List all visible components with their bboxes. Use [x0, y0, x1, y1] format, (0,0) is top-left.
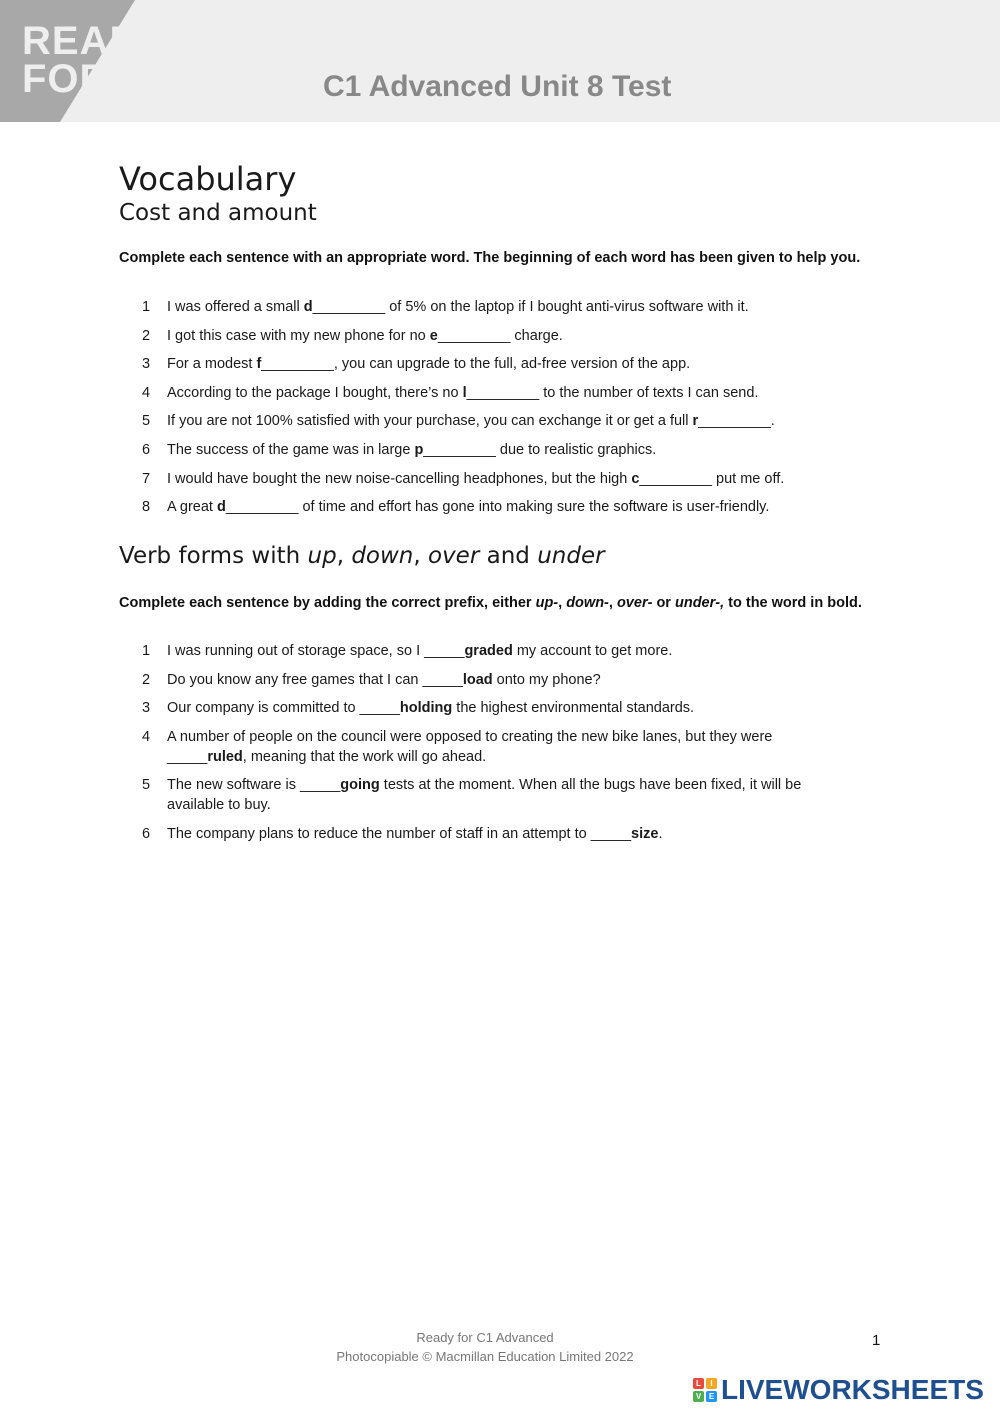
part2-title: [119, 543, 605, 569]
item-text-after: onto my phone?: [492, 671, 601, 688]
item-bold-word: ruled: [207, 748, 243, 765]
prefix-under: under-,: [674, 595, 725, 611]
part2-title-sep1: ,: [336, 543, 352, 569]
item-text-before: For a modest: [167, 356, 257, 373]
item-number: 5: [142, 413, 151, 430]
item-text-after: _________, you can upgrade to the full, ad-free version of the app.: [261, 356, 691, 373]
item-first-letter: f: [256, 356, 262, 373]
list-item: [119, 469, 839, 489]
liveworksheets-watermark: [693, 1375, 984, 1405]
list-item: [119, 641, 839, 661]
item-text-after: _________ of 5% on the laptop if I bought anti-virus software with it.: [312, 299, 749, 315]
item-first-letter: l: [462, 384, 467, 401]
part2-instr-a: Complete each sentence by adding the correct prefix, either: [119, 595, 536, 611]
part1-title: Cost and amount: [119, 200, 317, 226]
page-number: 1: [872, 1332, 881, 1349]
footer: [0, 1328, 970, 1366]
item-number: 3: [142, 700, 151, 717]
list-item: [119, 440, 839, 460]
item-bold-word: load: [462, 671, 493, 688]
item-text-after: _________ to the number of texts I can send.: [466, 384, 759, 401]
item-text-after: , meaning that the work will go ahead.: [242, 748, 487, 765]
part2-instruction: [119, 593, 869, 613]
section-title: Vocabulary: [119, 160, 297, 198]
list-item: [119, 497, 839, 517]
lw-cell-1: L: [693, 1378, 704, 1389]
list-item: [119, 297, 839, 317]
item-number: 8: [142, 499, 151, 516]
prefix-over: over-: [616, 595, 653, 611]
lw-cell-3: V: [693, 1391, 704, 1402]
logo-line2: FOR: [22, 57, 110, 101]
item-text-before: A number of people on the council were opposed to creating the new bike lanes, but they were _____: [167, 728, 773, 765]
liveworksheets-text: LIVEWORKSHEETS: [721, 1374, 984, 1405]
item-number: 1: [142, 643, 151, 659]
list-item: [119, 727, 839, 767]
part2-title-up: up: [307, 543, 337, 569]
item-text-after: _________.: [698, 413, 775, 430]
page-title: C1 Advanced Unit 8 Test: [323, 70, 672, 103]
part1-list: [119, 297, 839, 526]
item-text-after: _________ charge.: [437, 327, 563, 344]
item-first-letter: p: [414, 441, 424, 458]
item-text-before: A great: [167, 499, 217, 516]
item-number: 7: [142, 470, 151, 487]
item-first-letter: e: [429, 327, 438, 344]
part2-instr-c3: or: [652, 595, 675, 611]
item-text-after: the highest environmental standards.: [452, 700, 695, 717]
item-number: 4: [142, 384, 151, 401]
list-item: [119, 824, 839, 844]
item-text-before: According to the package I bought, there’s no: [167, 384, 463, 401]
item-bold-word: size: [631, 825, 659, 842]
part2-instr-c2: ,: [608, 595, 617, 611]
liveworksheets-icon: [693, 1378, 717, 1402]
lw-cell-4: E: [706, 1391, 717, 1402]
part2-instr-b: to the word in bold.: [724, 595, 862, 611]
item-text-before: The company plans to reduce the number of staff in an attempt to _____: [167, 825, 632, 842]
prefix-down: down-: [566, 595, 609, 611]
item-text-after: tests at the moment. When all the bugs have been fixed, it will be available to buy.: [167, 777, 802, 814]
item-bold-word: graded: [464, 643, 513, 659]
ready-for-logo: [0, 0, 170, 122]
part2-title-sep3: and: [479, 543, 538, 569]
item-number: 2: [142, 327, 151, 344]
item-text-after: _________ of time and effort has gone into making sure the software is user-friendly.: [225, 499, 770, 516]
item-text-before: I got this case with my new phone for no: [167, 327, 430, 344]
list-item: [119, 775, 839, 815]
item-first-letter: r: [692, 413, 699, 430]
item-number: 1: [142, 299, 151, 315]
item-first-letter: c: [631, 470, 640, 487]
prefix-up: up-: [535, 595, 559, 611]
item-text-before: If you are not 100% satisfied with your purchase, you can exchange it or get a full: [167, 413, 693, 430]
item-text-before: The new software is _____: [167, 777, 341, 794]
item-text-after: _________ due to realistic graphics.: [423, 441, 657, 458]
list-item: [119, 383, 839, 403]
page-header: [0, 0, 1000, 122]
footer-line1: Ready for C1 Advanced: [416, 1330, 554, 1345]
footer-line2: Photocopiable © Macmillan Education Limited 2022: [336, 1349, 634, 1364]
logo-line1: READY: [22, 19, 168, 63]
item-bold-word: going: [340, 777, 380, 794]
part2-title-down: down: [351, 543, 414, 569]
item-number: 3: [142, 356, 151, 373]
part2-title-prefix: Verb forms with: [119, 543, 308, 569]
list-item: [119, 670, 839, 690]
item-number: 6: [142, 825, 151, 842]
part2-list: [119, 641, 839, 853]
item-first-letter: d: [303, 299, 313, 315]
part2-title-sep2: ,: [413, 543, 428, 569]
logo-text: [22, 19, 168, 101]
item-number: 5: [142, 777, 151, 794]
lw-cell-2: I: [706, 1378, 717, 1389]
item-text-before: I would have bought the new noise-cancelling headphones, but the high: [167, 470, 632, 487]
item-text-before: Do you know any free games that I can _____: [167, 671, 463, 688]
item-text-before: I was running out of storage space, so I _____: [167, 643, 465, 659]
item-text-after: .: [658, 825, 663, 842]
item-text-before: The success of the game was in large: [167, 441, 415, 458]
item-text-after: my account to get more.: [512, 643, 673, 659]
item-text-before: I was offered a small: [167, 299, 304, 315]
item-text-after: _________ put me off.: [639, 470, 785, 487]
item-bold-word: holding: [399, 700, 453, 717]
part2-title-over: over: [428, 543, 480, 569]
item-first-letter: d: [216, 499, 226, 516]
item-number: 2: [142, 671, 151, 688]
list-item: [119, 411, 839, 431]
list-item: [119, 354, 839, 374]
part2-instr-c1: ,: [558, 595, 567, 611]
item-number: 4: [142, 728, 151, 745]
part2-title-under: under: [537, 543, 605, 569]
item-number: 6: [142, 441, 151, 458]
item-text-before: Our company is committed to _____: [167, 700, 400, 717]
list-item: [119, 698, 839, 718]
list-item: [119, 326, 839, 346]
part1-instruction: Complete each sentence with an appropriate word. The beginning of each word has been given to help you.: [119, 250, 861, 266]
